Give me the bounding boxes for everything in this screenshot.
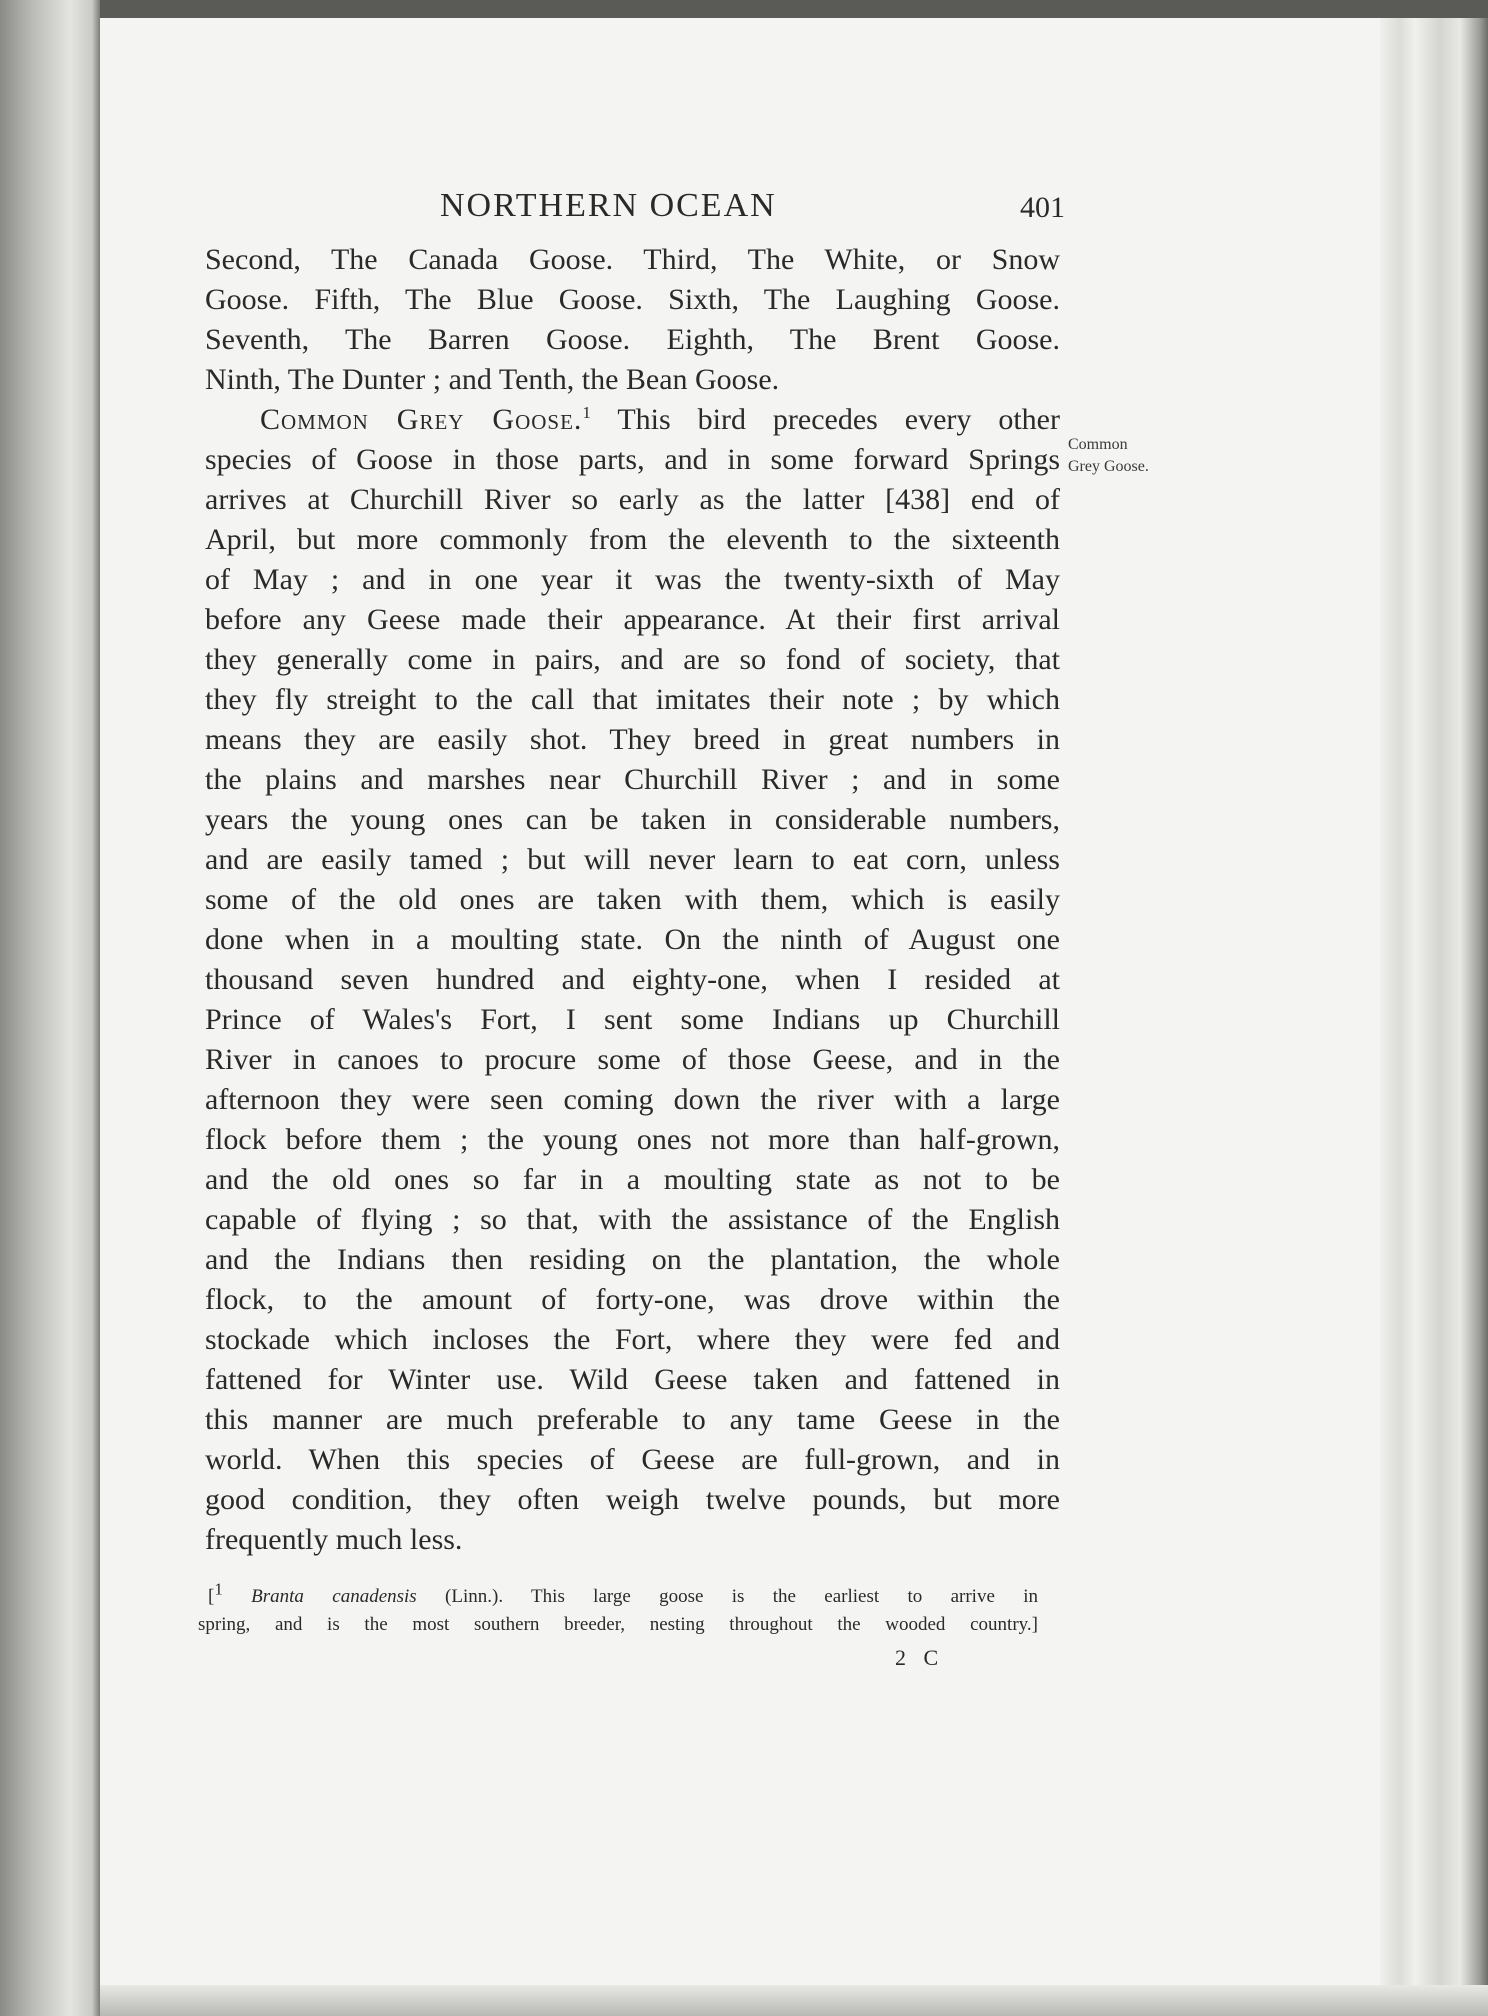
text-line: thousand seven hundred and eighty-one, when I resided at — [205, 963, 1060, 996]
text-line: this manner are much preferable to any tame Geese in the — [205, 1403, 1060, 1436]
footnote-reference: 1 — [582, 403, 591, 422]
margin-note — [1068, 434, 1149, 478]
paragraph-first-line — [205, 400, 1060, 440]
text-line: world. When this species of Geese are full-grown, and in — [205, 1443, 1060, 1476]
text-line: before any Geese made their appearance. At their first arrival — [205, 603, 1060, 636]
text-line: April, but more commonly from the eleventh to the sixteenth — [205, 523, 1060, 556]
text-line: flock before them ; the young ones not more than half-grown, — [205, 1123, 1060, 1156]
text-line: they generally come in pairs, and are so fond of society, that — [205, 643, 1060, 676]
text-line: capable of flying ; so that, with the assistance of the English — [205, 1203, 1060, 1236]
footnote-line: spring, and is the most southern breeder, nesting throughout the wooded country.] — [198, 1614, 1038, 1635]
text-line: good condition, they often weigh twelve pounds, but more — [205, 1483, 1060, 1516]
text-line: years the young ones can be taken in considerable numbers, — [205, 803, 1060, 836]
page-number: 401 — [1020, 191, 1065, 224]
text-line: stockade which incloses the Fort, where they were fed and — [205, 1323, 1060, 1356]
page-stack-edge — [1380, 18, 1488, 2016]
running-head — [205, 183, 1065, 233]
text-line: the plains and marshes near Churchill River ; and in some — [205, 763, 1060, 796]
text-line: Seventh, The Barren Goose. Eighth, The Brent Goose. — [205, 323, 1060, 356]
text-line: and the old ones so far in a moulting state as not to be — [205, 1163, 1060, 1196]
species-name: Branta canadensis — [251, 1586, 417, 1607]
book-spine-edge — [0, 0, 100, 2016]
section-heading: Common Grey Goose. — [260, 403, 583, 436]
footnote — [198, 1583, 1038, 1639]
text-line: Second, The Canada Goose. Third, The White, or Snow — [205, 243, 1060, 276]
margin-note-line: Grey Goose. — [1068, 458, 1149, 475]
text-line: afternoon they were seen coming down the river with a large — [205, 1083, 1060, 1116]
body-text — [205, 240, 1060, 1560]
scan-bottom-edge — [100, 1985, 1488, 2016]
text-line: and the Indians then residing on the plantation, the whole — [205, 1243, 1060, 1276]
margin-note-line: Common — [1068, 436, 1128, 453]
text-line: some of the old ones are taken with them, which is easily — [205, 883, 1060, 916]
text-line: flock, to the amount of forty-one, was drove within the — [205, 1283, 1060, 1316]
text-line: done when in a moulting state. On the ninth of August one — [205, 923, 1060, 956]
footnote-marker: 1 — [214, 1583, 223, 1599]
scan-top-edge — [0, 0, 1488, 18]
footnote-text: (Linn.). This large goose is the earliest to arrive in — [445, 1586, 1038, 1607]
paragraph-opening: This bird precedes every other — [617, 403, 1060, 436]
text-line: frequently much less. — [205, 1523, 463, 1556]
text-line: means they are easily shot. They breed in great numbers in — [205, 723, 1060, 756]
text-line: and are easily tamed ; but will never learn to eat corn, unless — [205, 843, 1060, 876]
text-line: River in canoes to procure some of those Geese, and in the — [205, 1043, 1060, 1076]
text-line: they fly streight to the call that imitates their note ; by which — [205, 683, 1060, 716]
text-line: Goose. Fifth, The Blue Goose. Sixth, The Laughing Goose. — [205, 283, 1060, 316]
text-line: species of Goose in those parts, and in some forward Springs — [205, 443, 1060, 476]
text-line: arrives at Churchill River so early as the latter [438] end of — [205, 483, 1060, 516]
running-head-title: NORTHERN OCEAN — [440, 187, 777, 224]
printer-signature-mark: 2 C — [895, 1645, 945, 1670]
text-line: Ninth, The Dunter ; and Tenth, the Bean Goose. — [205, 363, 780, 396]
footnote-bracket: [ — [208, 1586, 215, 1607]
text-line: of May ; and in one year it was the twenty-sixth of May — [205, 563, 1060, 596]
text-line: fattened for Winter use. Wild Geese taken and fattened in — [205, 1363, 1060, 1396]
text-line: Prince of Wales's Fort, I sent some Indians up Churchill — [205, 1003, 1060, 1036]
footnote-line — [198, 1583, 1038, 1611]
